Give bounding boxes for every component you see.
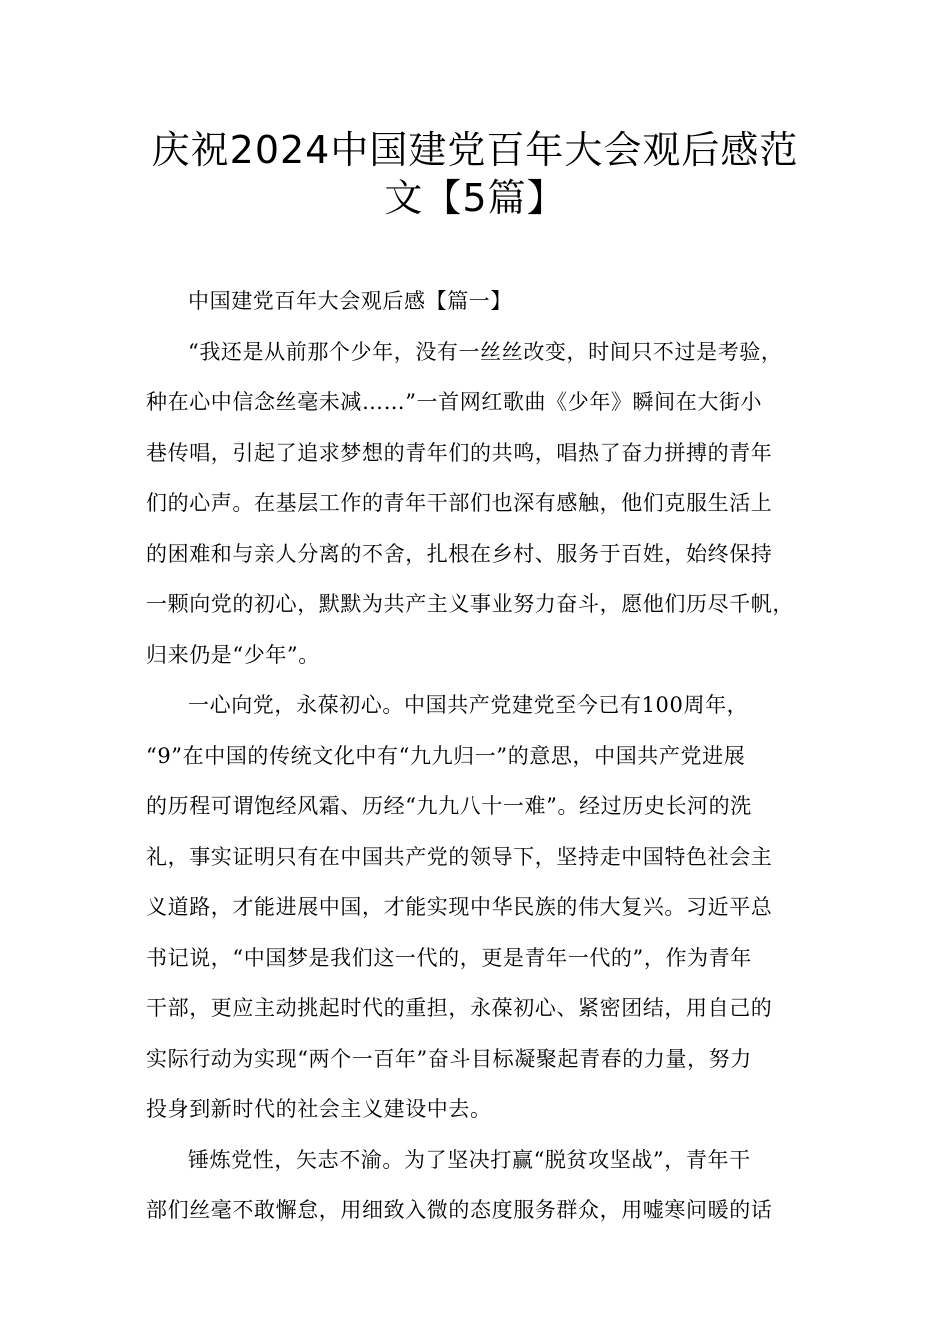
paragraph-line: “我还是从前那个少年，没有一丝丝改变，时间只不过是考验， xyxy=(188,339,783,364)
paragraph-line: 部们丝毫不敢懈怠，用细致入微的态度服务群众，用嘘寒问暖的话 xyxy=(146,1198,773,1222)
paragraph-line: 一颗向党的初心，默默为共产主义事业努力奋斗，愿他们历尽千帆， xyxy=(146,592,794,616)
paragraph-line: “9”在中国的传统文化中有“九九归一”的意思，中国共产党进展 xyxy=(146,743,746,768)
paragraph-line: 义道路，才能进展中国，才能实现中华民族的伟大复兴。习近平总 xyxy=(146,895,773,919)
paragraph-line: 实际行动为实现“两个一百年”奋斗目标凝聚起青春的力量，努力 xyxy=(146,1046,752,1071)
document-title xyxy=(120,126,830,222)
section-heading: 中国建党百年大会观后感【篇一】 xyxy=(188,289,512,313)
document-body xyxy=(146,283,806,1243)
paragraph-line: 的困难和与亲人分离的不舍，扎根在乡村、服务于百姓，始终保持 xyxy=(146,541,773,566)
paragraph-line: 的历程可谓饱经风霜、历经“九九八十一难”。经过历史长河的洗 xyxy=(146,794,752,818)
paragraph-line: 书记说，“中国梦是我们这一代的，更是青年一代的”，作为青年 xyxy=(146,945,752,970)
paragraph-line: 归来仍是“少年”。 xyxy=(146,642,320,667)
paragraph-line: 种在心中信念丝毫未减……”一首网红歌曲《少年》瞬间在大街小 xyxy=(146,390,763,414)
paragraph-line: 干部，更应主动挑起时代的重担，永葆初心、紧密团结，用自己的 xyxy=(146,996,773,1020)
paragraph-line: 们的心声。在基层工作的青年干部们也深有感触，他们克服生活上 xyxy=(146,491,773,515)
paragraph-line: 投身到新时代的社会主义建设中去。 xyxy=(146,1097,492,1121)
paragraph-line: 锤炼党性，矢志不渝。为了坚决打赢“脱贫攻坚战”，青年干 xyxy=(188,1147,751,1172)
paragraph-line: 礼，事实证明只有在中国共产党的领导下，坚持走中国特色社会主 xyxy=(146,844,773,869)
paragraph-line: 巷传唱，引起了追求梦想的青年们的共鸣，唱热了奋力拼搏的青年 xyxy=(146,440,773,465)
title-line: 庆祝2024中国建党百年大会观后感范 xyxy=(151,128,799,172)
paragraph-line: 一心向党，永葆初心。中国共产党建党至今已有100周年， xyxy=(188,693,749,717)
title-line: 文【5篇】 xyxy=(384,176,566,220)
